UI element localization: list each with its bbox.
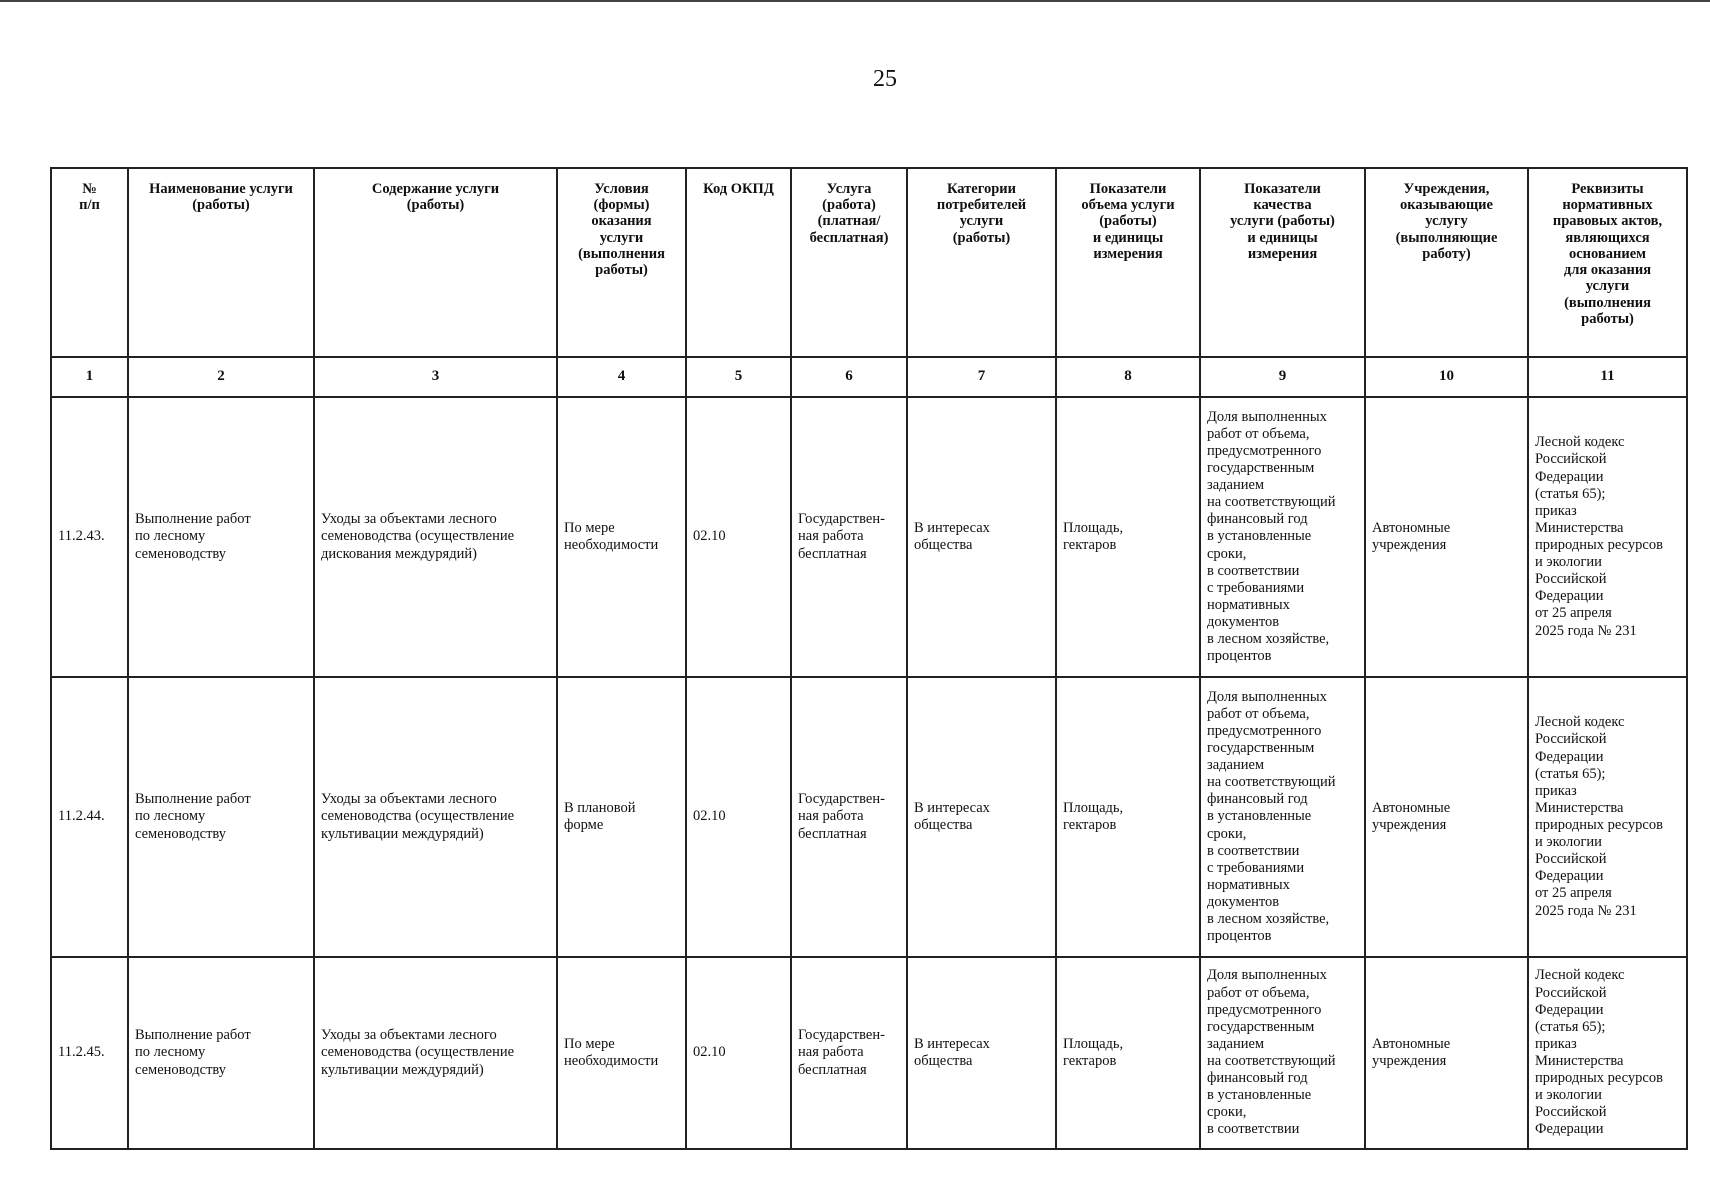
top-border-line (0, 0, 1710, 2)
service-content: Уходы за объектами лесного семеноводства (осуществление дискования междурядий) (314, 397, 557, 677)
consumer-category: В интересах общества (907, 957, 1056, 1149)
header-cell-content: Содержание услуги (работы) (314, 168, 557, 357)
volume-indicator: Площадь, гектаров (1056, 677, 1200, 957)
column-number: 3 (314, 357, 557, 397)
table-row (51, 957, 1687, 1149)
consumer-category: В интересах общества (907, 397, 1056, 677)
consumer-category: В интересах общества (907, 677, 1056, 957)
column-number: 7 (907, 357, 1056, 397)
okpd-code: 02.10 (686, 397, 791, 677)
service-conditions: По мере необходимости (557, 957, 686, 1149)
service-name: Выполнение работ по лесному семеноводству (128, 397, 314, 677)
service-name: Выполнение работ по лесному семеноводству (128, 957, 314, 1149)
header-cell-name: Наименование услуги (работы) (128, 168, 314, 357)
paid-status: Государствен- ная работа бесплатная (791, 397, 907, 677)
services-table (50, 167, 1688, 1150)
table-row (51, 677, 1687, 957)
header-cell-okpd: Код ОКПД (686, 168, 791, 357)
header-row (51, 168, 1687, 357)
okpd-code: 02.10 (686, 677, 791, 957)
service-name: Выполнение работ по лесному семеноводству (128, 677, 314, 957)
header-cell-quality: Показатели качества услуги (работы) и единицы измерения (1200, 168, 1365, 357)
row-number: 11.2.44. (51, 677, 128, 957)
column-number: 8 (1056, 357, 1200, 397)
header-cell-consumers: Категории потребителей услуги (работы) (907, 168, 1056, 357)
service-content: Уходы за объектами лесного семеноводства (осуществление культивации междурядий) (314, 677, 557, 957)
institutions: Автономные учреждения (1365, 957, 1528, 1149)
column-number: 5 (686, 357, 791, 397)
legal-requisites: Лесной кодекс Российской Федерации (статья 65); приказ Министерства природных ресурсов и экологии Российской Федерации (1528, 957, 1687, 1149)
header-cell-requisites: Реквизиты нормативных правовых актов, являющихся основанием для оказания услуги (выполнения работы) (1528, 168, 1687, 357)
legal-requisites: Лесной кодекс Российской Федерации (статья 65); приказ Министерства природных ресурсов и экологии Российской Федерации от 25 апреля 2025 года № 231 (1528, 677, 1687, 957)
quality-indicator: Доля выполненных работ от объема, предусмотренного государственным заданием на соответствующий финансовый год в установленные сроки, в соответствии с требованиями нормативных документов в лесном хозяйстве, процентов (1200, 677, 1365, 957)
column-number: 1 (51, 357, 128, 397)
volume-indicator: Площадь, гектаров (1056, 957, 1200, 1149)
quality-indicator: Доля выполненных работ от объема, предусмотренного государственным заданием на соответствующий финансовый год в установленные сроки, в соответствии (1200, 957, 1365, 1149)
column-number: 11 (1528, 357, 1687, 397)
header-cell-volume: Показатели объема услуги (работы) и единицы измерения (1056, 168, 1200, 357)
service-conditions: По мере необходимости (557, 397, 686, 677)
column-numbers-row (51, 357, 1687, 397)
paid-status: Государствен- ная работа бесплатная (791, 677, 907, 957)
institutions: Автономные учреждения (1365, 677, 1528, 957)
service-content: Уходы за объектами лесного семеноводства (осуществление культивации междурядий) (314, 957, 557, 1149)
row-number: 11.2.43. (51, 397, 128, 677)
column-number: 2 (128, 357, 314, 397)
volume-indicator: Площадь, гектаров (1056, 397, 1200, 677)
header-cell-paid: Услуга (работа) (платная/ бесплатная) (791, 168, 907, 357)
quality-indicator: Доля выполненных работ от объема, предусмотренного государственным заданием на соответствующий финансовый год в установленные сроки, в соответствии с требованиями нормативных документов в лесном хозяйстве, процентов (1200, 397, 1365, 677)
institutions: Автономные учреждения (1365, 397, 1528, 677)
okpd-code: 02.10 (686, 957, 791, 1149)
column-number: 9 (1200, 357, 1365, 397)
header-cell-conditions: Условия (формы) оказания услуги (выполнения работы) (557, 168, 686, 357)
paid-status: Государствен- ная работа бесплатная (791, 957, 907, 1149)
service-conditions: В плановой форме (557, 677, 686, 957)
header-cell-institutions: Учреждения, оказывающие услугу (выполняющие работу) (1365, 168, 1528, 357)
column-number: 10 (1365, 357, 1528, 397)
page-number: 25 (873, 66, 897, 92)
table-row (51, 397, 1687, 677)
column-number: 4 (557, 357, 686, 397)
row-number: 11.2.45. (51, 957, 128, 1149)
header-cell-num: № п/п (51, 168, 128, 357)
legal-requisites: Лесной кодекс Российской Федерации (статья 65); приказ Министерства природных ресурсов и экологии Российской Федерации от 25 апреля 2025 года № 231 (1528, 397, 1687, 677)
column-number: 6 (791, 357, 907, 397)
